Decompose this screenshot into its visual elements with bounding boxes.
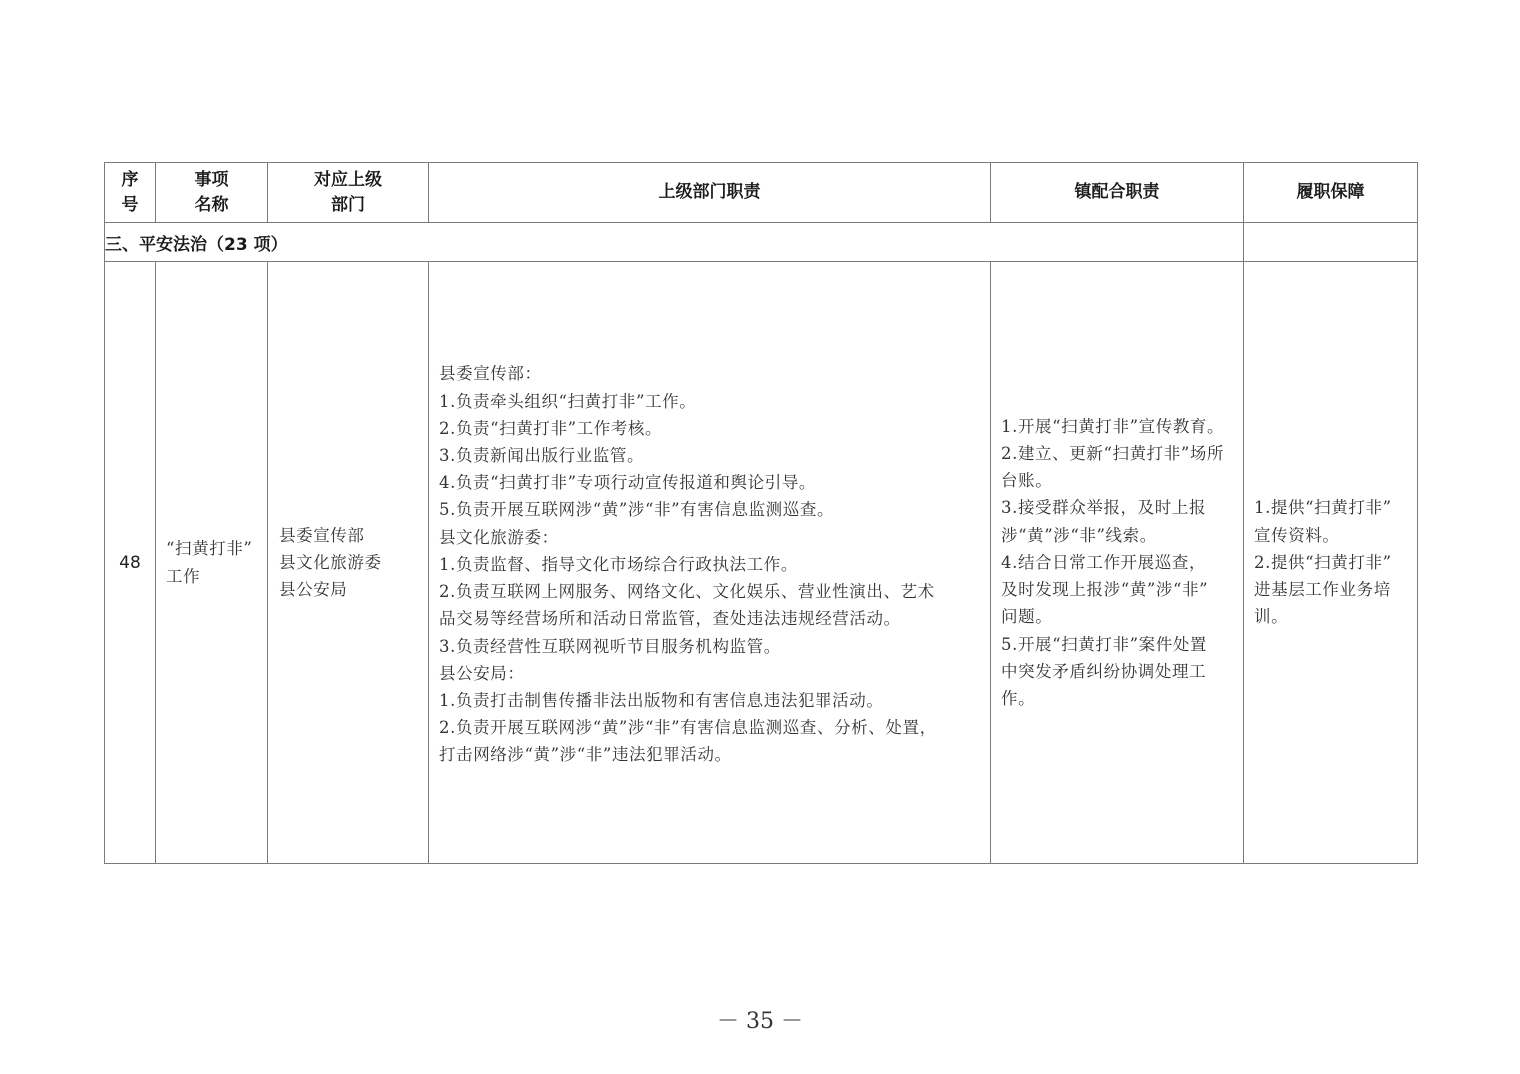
department-name: 县委宣传部 [279,525,365,545]
superior-duty-line: 1.负责监督、指导文化市场综合行政执法工作。 [439,554,798,574]
header-seq-line-2: 号 [121,194,139,215]
header-item-name-line-2: 名称 [194,194,229,215]
header-row [105,163,1418,223]
section-empty-cell [1244,223,1418,262]
header-item-name [156,163,268,223]
town-duty-line: 作。 [1001,688,1036,708]
superior-duty-line: 1.负责打击制售传播非法出版物和有害信息违法犯罪活动。 [439,690,884,710]
town-duty-line: 1.开展“扫黄打非”宣传教育。 [1001,416,1225,436]
town-duty-cell [991,262,1244,864]
item-name-line: 工作 [166,566,201,586]
item-name-line: “扫黄打非” [166,539,253,559]
superior-duty-line: 2.负责“扫黄打非”工作考核。 [439,418,663,438]
superior-duty-line: 县委宣传部： [439,364,542,384]
superior-duty-line: 5.负责开展互联网涉“黄”涉“非”有害信息监测巡查。 [439,500,835,520]
town-duty-line: 及时发现上报涉“黄”涉“非” [1001,580,1209,600]
guarantee-line: 宣传资料。 [1254,525,1340,545]
department-name: 县文化旅游委 [279,552,382,572]
superior-duty-line: 1.负责牵头组织“扫黄打非”工作。 [439,391,697,411]
header-superior-dept-line-2: 部门 [331,194,365,215]
header-superior-dept-line-1: 对应上级 [314,169,382,190]
superior-duty-line: 打击网络涉“黄”涉“非”违法犯罪活动。 [439,745,732,765]
guarantee-line: 训。 [1254,607,1289,627]
town-duty-line: 4.结合日常工作开展巡查， [1001,552,1207,572]
town-duty-line: 问题。 [1001,607,1053,627]
department-name: 县公安局 [279,580,348,600]
town-duty-line: 中突发矛盾纠纷协调处理工 [1001,661,1207,681]
item-name-cell [156,262,268,864]
superior-duty-line: 县文化旅游委： [439,527,559,547]
guarantee-line: 2.提供“扫黄打非” [1254,552,1392,572]
header-town-duty: 镇配合职责 [991,163,1244,223]
duty-table [104,162,1418,864]
table-row [105,262,1418,864]
header-superior-duty: 上级部门职责 [429,163,991,223]
superior-duty-line: 3.负责经营性互联网视听节目服务机构监管。 [439,636,781,656]
superior-duty-line: 4.负责“扫黄打非”专项行动宣传报道和舆论引导。 [439,473,817,493]
superior-duty-line: 县公安局： [439,663,525,683]
section-row [105,223,1418,262]
department-cell [268,262,429,864]
town-duty-line: 3.接受群众举报，及时上报 [1001,498,1207,518]
section-title: 三、平安法治（23 项） [105,223,1244,262]
superior-duty-line: 2.负责开展互联网涉“黄”涉“非”有害信息监测巡查、分析、处置， [439,718,937,738]
header-item-name-line-1: 事项 [194,169,229,190]
header-superior-dept [268,163,429,223]
town-duty-line: 涉“黄”涉“非”线索。 [1001,525,1157,545]
superior-duty-line: 品交易等经营场所和活动日常监管，查处违法违规经营活动。 [439,609,901,629]
town-duty-line: 2.建立、更新“扫黄打非”场所 [1001,444,1225,464]
page-number: － 35 － [717,1009,803,1034]
header-seq-line-1: 序 [121,169,139,190]
superior-duty-line: 2.负责互联网上网服务、网络文化、文化娱乐、营业性演出、艺术 [439,582,935,602]
guarantee-line: 1.提供“扫黄打非” [1254,498,1392,518]
header-guarantee: 履职保障 [1244,163,1418,223]
superior-duty-cell [429,262,991,864]
row-number: 48 [105,262,156,864]
town-duty-line: 台账。 [1001,471,1053,491]
header-seq [105,163,156,223]
superior-duty-line: 3.负责新闻出版行业监管。 [439,446,645,466]
guarantee-cell [1244,262,1418,864]
town-duty-line: 5.开展“扫黄打非”案件处置 [1001,634,1208,654]
guarantee-line: 进基层工作业务培 [1254,580,1391,600]
